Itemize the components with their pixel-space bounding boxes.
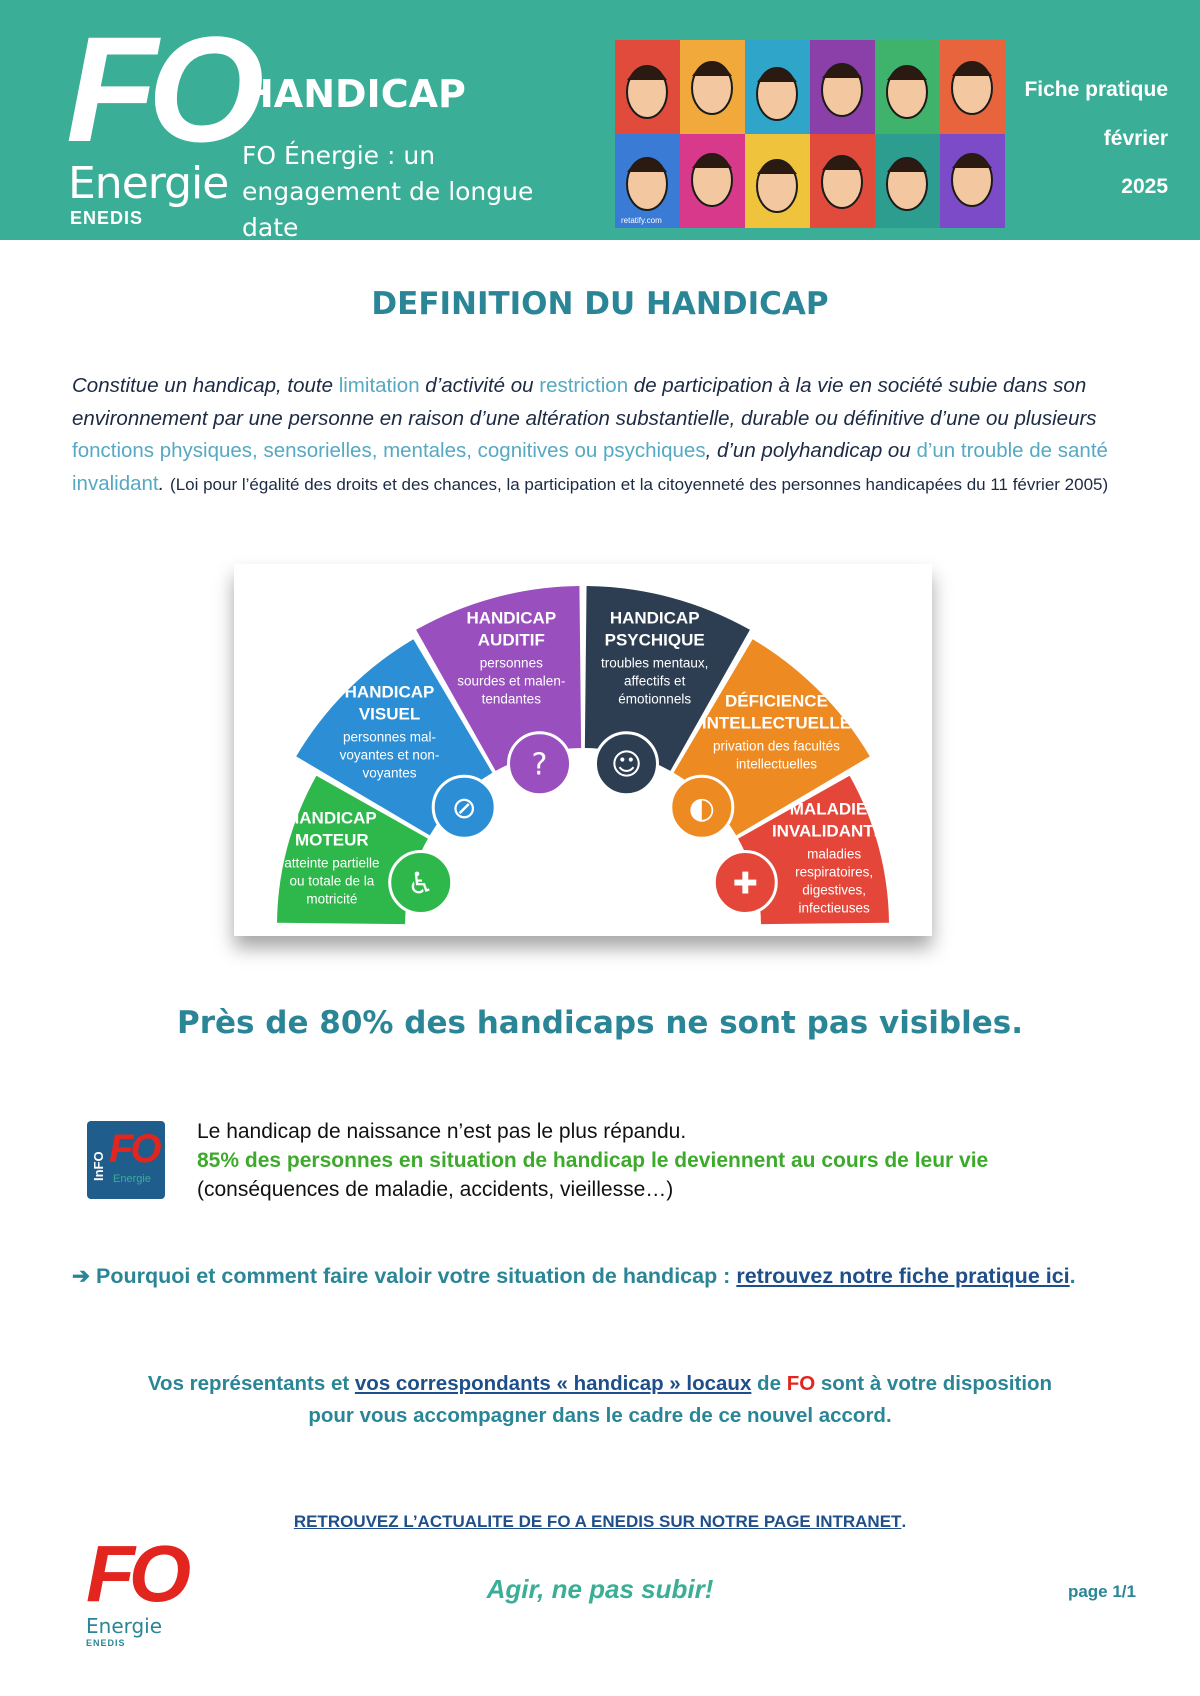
segment-5-label: INTELLECTUELLE xyxy=(701,713,852,733)
segment-3-label: tendantes xyxy=(481,691,541,707)
brain-face-icon-glyph: ◐ xyxy=(688,791,715,827)
footer-fo-logo: FO xyxy=(86,1529,186,1618)
representatives-line-1 xyxy=(0,1368,1200,1400)
wheelchair-icon-glyph: ♿ xyxy=(407,866,435,902)
segment-1-label: HANDICAP xyxy=(286,808,377,828)
handicap-types-fan-chart xyxy=(234,564,932,936)
segment-6-label: MALADIES xyxy=(789,799,879,819)
people-collage-illustration xyxy=(615,40,1005,228)
fiche-pratique-link[interactable]: retrouvez notre fiche pratique ici xyxy=(736,1264,1070,1288)
page-number: page 1/1 xyxy=(1067,1582,1136,1601)
fiche-label: Fiche pratique xyxy=(1024,78,1168,101)
segment-6-label: digestives, xyxy=(802,882,867,898)
segment-3-label: sourdes et malen- xyxy=(457,673,566,689)
handicap-types-diagram xyxy=(234,564,932,936)
definition-text: , d’un polyhandicap ou xyxy=(705,439,917,462)
segment-4-label: troubles mentaux, xyxy=(601,655,709,671)
header-subtitle: FO Énergie : un engagement de longue date xyxy=(242,141,534,242)
fiche-pratique-end: . xyxy=(1069,1264,1076,1288)
fiche-month: février xyxy=(1103,127,1168,150)
highlight-fonctions: fonctions physiques, sensorielles, mentales, cognitives ou psychiques xyxy=(72,439,706,462)
sick-person-icon-glyph: ✚ xyxy=(732,866,758,902)
fo-logo: FO xyxy=(66,5,255,173)
segment-4-label: affectifs et xyxy=(624,673,686,689)
segment-4-label: HANDICAP xyxy=(609,608,700,628)
fiche-year: 2025 xyxy=(1121,175,1168,198)
segment-2-label: VISUEL xyxy=(358,704,421,724)
representatives-line-2: pour vous accompagner dans le cadre de ce nouvel accord. xyxy=(308,1404,892,1427)
info-line-3: (conséquences de maladie, accidents, vieillesse…) xyxy=(197,1178,674,1201)
segment-1-label: MOTEUR xyxy=(295,830,369,850)
info-line-2: 85% des personnes en situation de handicap le deviennent au cours de leur vie xyxy=(197,1149,989,1172)
info-logo-text: InFO xyxy=(91,1151,106,1181)
repr-text: Vos représentants et xyxy=(147,1372,355,1395)
segment-1-label: atteinte partielle xyxy=(284,855,380,871)
header-title: HANDICAP xyxy=(242,72,466,116)
slogan: Agir, ne pas subir! xyxy=(486,1574,714,1604)
segment-3-label: AUDITIF xyxy=(477,630,545,650)
info-logo-energie: Energie xyxy=(113,1173,151,1185)
invisible-handicap-stat: Près de 80% des handicaps ne sont pas visibles. xyxy=(177,1005,1023,1041)
segment-5-label: intellectuelles xyxy=(735,756,817,772)
definition-paragraph xyxy=(72,370,1132,501)
arrow-icon: ➔ xyxy=(72,1264,91,1288)
info-line-1: Le handicap de naissance n’est pas le plus répandu. xyxy=(197,1120,687,1143)
definition-text: d’activité ou xyxy=(419,374,540,397)
eye-slash-icon-glyph: ⊘ xyxy=(451,791,477,827)
intranet-link[interactable]: RETROUVEZ L’ACTUALITE DE FO A ENEDIS SUR NOTRE PAGE INTRANET xyxy=(293,1512,902,1531)
definition-text: . xyxy=(158,471,171,495)
segment-1-label: motricité xyxy=(306,891,358,907)
footer-logo-enedis: ENEDIS xyxy=(86,1638,126,1648)
header-banner xyxy=(0,0,1200,240)
representatives-block xyxy=(0,1368,1200,1432)
fiche-pratique-line xyxy=(72,1264,1172,1289)
highlight-trouble-sante: d’un trouble de santé invalidant xyxy=(72,439,1108,495)
people-collage-image xyxy=(615,40,1005,228)
segment-2-label: personnes mal- xyxy=(343,729,437,745)
segment-2-label: voyantes et non- xyxy=(339,747,440,763)
segment-5-label: DÉFICIENCE xyxy=(724,691,828,711)
law-source: (Loi pour l’égalité des droits et des chances, la participation et la citoyenneté des personnes handicapées du 11 février 2005) xyxy=(170,474,1109,494)
fiche-pratique-text: Pourquoi et comment faire valoir votre situation de handicap : xyxy=(90,1264,737,1288)
logo-enedis-text: ENEDIS xyxy=(70,208,144,228)
ear-icon-glyph: ? xyxy=(531,747,548,783)
segment-2-label: HANDICAP xyxy=(344,682,435,702)
segment-4-label: émotionnels xyxy=(618,691,692,707)
segment-5-label: privation des facultés xyxy=(713,738,840,754)
segment-1-label: ou totale de la xyxy=(289,873,375,889)
definition-text: Constitue un handicap, toute xyxy=(72,374,339,397)
segment-3-label: personnes xyxy=(479,655,543,671)
highlight-restriction: restriction xyxy=(539,374,629,397)
segment-2-label: voyantes xyxy=(362,765,417,781)
highlight-limitation: limitation xyxy=(338,374,420,397)
repr-text: sont à votre disposition xyxy=(815,1372,1053,1395)
segment-6-label: infectieuses xyxy=(798,900,870,916)
info-text-block xyxy=(197,1117,1097,1204)
segment-3-label: HANDICAP xyxy=(466,608,557,628)
intranet-end: . xyxy=(901,1512,907,1531)
definition-title: DEFINITION DU HANDICAP xyxy=(371,286,829,322)
footer-logo-energie: Energie xyxy=(86,1614,163,1638)
info-fo-logo xyxy=(87,1121,165,1199)
info-logo-fo: FO xyxy=(109,1127,159,1171)
repr-text: de xyxy=(751,1372,787,1395)
segment-4-label: PSYCHIQUE xyxy=(604,630,705,650)
repr-fo: FO xyxy=(786,1372,816,1395)
image-credit: retatify.com xyxy=(621,216,662,225)
segment-6-label: INVALIDANTES xyxy=(771,821,897,841)
head-icon-glyph: ☺ xyxy=(610,747,643,783)
correspondants-link[interactable]: vos correspondants « handicap » locaux xyxy=(354,1372,752,1395)
segment-6-label: maladies xyxy=(807,846,862,862)
logo-energie-text: Energie xyxy=(68,158,229,209)
segment-6-label: respiratoires, xyxy=(795,864,874,880)
definition-text: de participation à la vie en société subie dans son environnement par une personne en raison d’une altération substantielle, durable ou définitive d’une ou plusieurs xyxy=(72,374,1097,430)
